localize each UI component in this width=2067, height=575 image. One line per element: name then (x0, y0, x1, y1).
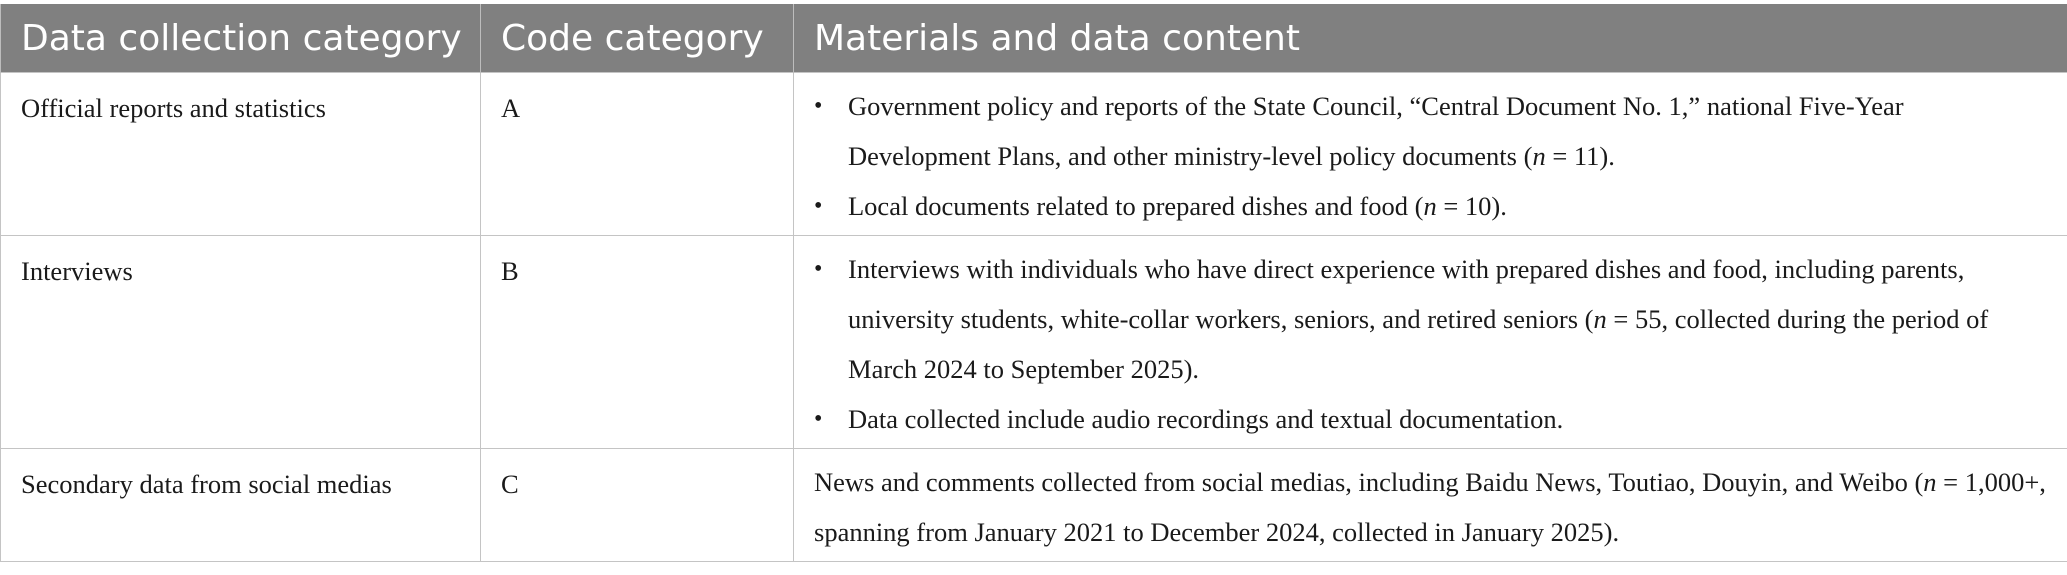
table-body (1, 73, 2067, 562)
bullet-text: Data collected include audio recordings and textual documentation. (848, 404, 1564, 434)
paragraph-text-count: = 1,000+, spanning from January 2021 to December 2024, collected in January 2025). (814, 467, 2046, 547)
bullet-text-count: = 55, collected during the period of March 2024 to September 2025). (848, 304, 1989, 384)
bullet-item (814, 394, 2047, 444)
category-cell: Official reports and statistics (1, 73, 481, 236)
code-cell: B (481, 236, 794, 449)
n-symbol: n (1423, 191, 1437, 221)
data-collection-table (0, 4, 2067, 562)
category-cell: Secondary data from social medias (1, 449, 481, 562)
content-cell (794, 73, 2067, 236)
bullet-icon: • (814, 93, 823, 119)
bullet-text: Government policy and reports of the State Council, “Central Document No. 1,” national Five-Year Development Plans, and other ministry-level policy documents ( (848, 91, 1904, 171)
bullet-icon: • (814, 406, 823, 432)
bullet-text: Interviews with individuals who have direct experience with prepared dishes and food, including parents, university students, white-collar workers, seniors, and retired seniors ( (848, 254, 1965, 334)
bullet-item (814, 181, 2047, 231)
n-symbol: n (1923, 467, 1937, 497)
n-symbol: n (1593, 304, 1607, 334)
header-code-category: Code category (481, 4, 794, 73)
content-cell (794, 236, 2067, 449)
bullet-item (814, 244, 2047, 394)
header-materials-and-data-content: Materials and data content (794, 4, 2067, 73)
category-cell: Interviews (1, 236, 481, 449)
header-row (1, 4, 2067, 73)
paragraph-text: News and comments collected from social medias, including Baidu News, Toutiao, Douyin, and Weibo ( (814, 467, 1924, 497)
code-cell: C (481, 449, 794, 562)
bullet-text: Local documents related to prepared dishes and food ( (848, 191, 1424, 221)
bullet-item (814, 81, 2047, 181)
content-cell (794, 449, 2067, 562)
header-data-collection-category: Data collection category (1, 4, 481, 73)
bullet-icon: • (814, 193, 823, 219)
bullet-text-count: = 10). (1436, 191, 1507, 221)
code-cell: A (481, 73, 794, 236)
bullet-list (814, 244, 2047, 444)
table-row (1, 449, 2067, 562)
data-collection-table-container (0, 4, 2067, 562)
bullet-list (814, 81, 2047, 231)
table-header (1, 4, 2067, 73)
table-row (1, 236, 2067, 449)
bullet-icon: • (814, 256, 823, 282)
n-symbol: n (1532, 141, 1546, 171)
table-row (1, 73, 2067, 236)
bullet-text-count: = 11). (1545, 141, 1615, 171)
